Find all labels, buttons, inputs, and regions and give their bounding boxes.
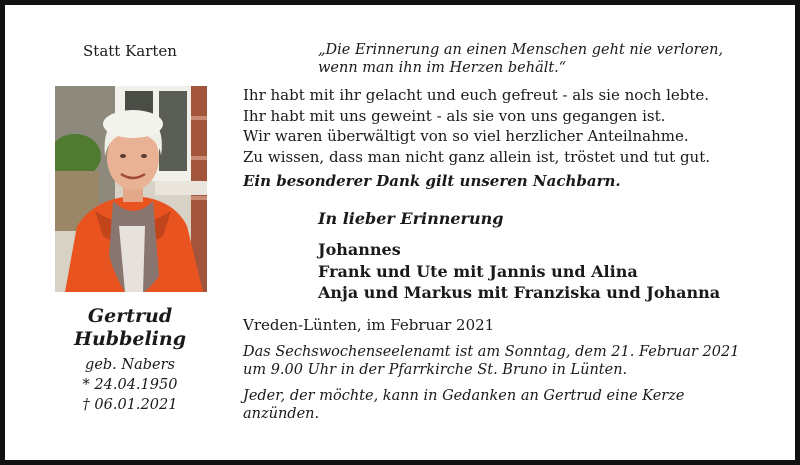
poem-line: Ihr habt mit uns geweint - als sie von uns gegangen ist. bbox=[243, 106, 666, 125]
right-column bbox=[243, 35, 763, 424]
left-column bbox=[50, 35, 210, 413]
birth-date: * 24.04.1950 bbox=[82, 377, 178, 393]
family-member: Anja und Markus mit Franziska und Johanna bbox=[318, 283, 721, 302]
family-member: Johannes bbox=[318, 240, 401, 259]
thanks-line: Ein besonderer Dank gilt unseren Nachbarn. bbox=[243, 172, 621, 190]
memory-heading: In lieber Erinnerung bbox=[318, 209, 504, 228]
life-dates bbox=[50, 355, 210, 415]
candle-line: Jeder, der möchte, kann in Gedanken an Gertrud eine Kerze bbox=[243, 387, 685, 404]
family-member: Frank und Ute mit Jannis und Alina bbox=[318, 261, 638, 281]
place-date: Vreden-Lünten, im Februar 2021 bbox=[243, 315, 495, 334]
portrait-photo bbox=[55, 86, 207, 292]
death-date: † 06.01.2021 bbox=[82, 397, 178, 413]
mass-line: um 9.00 Uhr in der Pfarrkirche St. Bruno in Lünten. bbox=[243, 362, 628, 378]
birth-name: geb. Nabers bbox=[85, 357, 175, 373]
poem bbox=[243, 85, 763, 167]
candle-line: anzünden. bbox=[243, 406, 320, 422]
quote bbox=[318, 41, 763, 77]
candle-note bbox=[243, 387, 763, 424]
last-name: Hubbeling bbox=[74, 328, 186, 350]
first-name: Gertrud bbox=[87, 305, 173, 327]
family-list bbox=[318, 239, 763, 304]
poem-line: Ihr habt mit ihr gelacht und euch gefreut - als sie noch lebte. bbox=[243, 86, 710, 104]
deceased-name bbox=[50, 305, 210, 351]
quote-line: „Die Erinnerung an einen Menschen geht nie verloren, bbox=[318, 42, 724, 58]
poem-line: Wir waren überwältigt von so viel herzlicher Anteilnahme. bbox=[243, 127, 689, 145]
poem-line: Zu wissen, dass man nicht ganz allein ist, tröstet und tut gut. bbox=[243, 147, 711, 166]
mass-line: Das Sechswochenseelenamt ist am Sonntag, dem 21. Februar 2021 bbox=[243, 343, 740, 360]
mass-announcement bbox=[243, 343, 763, 380]
statt-karten-label: Statt Karten bbox=[83, 42, 177, 60]
quote-line: wenn man ihn im Herzen behält.“ bbox=[318, 60, 567, 76]
